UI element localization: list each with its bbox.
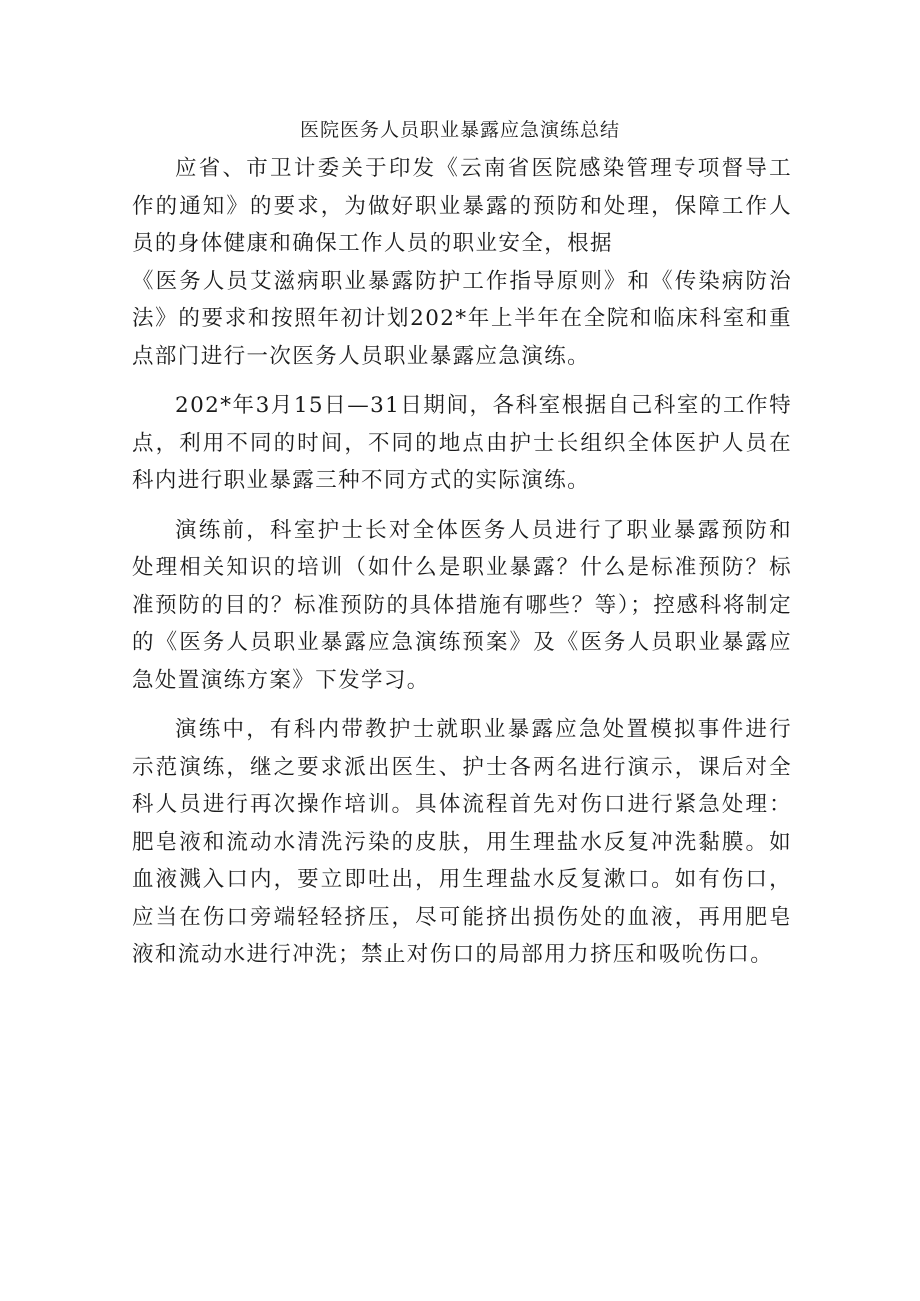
paragraph-intro-continued: 《医务人员艾滋病职业暴露防护工作指导原则》和《传染病防治法》的要求和按照年初计划202*年上半年在全院和临床科室和重点部门进行一次医务人员职业暴露应急演练。 <box>132 268 792 369</box>
paragraph-before-drill: 演练前，科室护士长对全体医务人员进行了职业暴露预防和处理相关知识的培训（如什么是职业暴露？什么是标准预防？标准预防的目的？标准预防的具体措施有哪些？等）；控感科将制定的《医务人员职业暴露应急演练预案》及《医务人员职业暴露应急处置演练方案》下发学习。 <box>132 517 792 693</box>
document-title: 医院医务人员职业暴露应急演练总结 <box>299 119 620 141</box>
document-body <box>132 150 792 974</box>
paragraph-schedule: 202*年3月15日—31日期间，各科室根据自己科室的工作特点，利用不同的时间，不同的地点由护士长组织全体医护人员在科内进行职业暴露三种不同方式的实际演练。 <box>132 393 792 493</box>
paragraph-during-drill: 演练中，有科内带教护士就职业暴露应急处置模拟事件进行示范演练，继之要求派出医生、护士各两名进行演示，课后对全科人员进行再次操作培训。具体流程首先对伤口进行紧急处理：肥皂液和流动水清洗污染的皮肤，用生理盐水反复冲洗黏膜。如血液溅入口内，要立即吐出，用生理盐水反复漱口。如有伤口，应当在伤口旁端轻轻挤压，尽可能挤出损伤处的血液，再用肥皂液和流动水进行冲洗；禁止对伤口的局部用力挤压和吸吮伤口。 <box>132 717 792 967</box>
paragraph-intro: 应省、市卫计委关于印发《云南省医院感染管理专项督导工作的通知》的要求，为做好职业暴露的预防和处理，保障工作人员的身体健康和确保工作人员的职业安全，根据 <box>132 156 792 256</box>
